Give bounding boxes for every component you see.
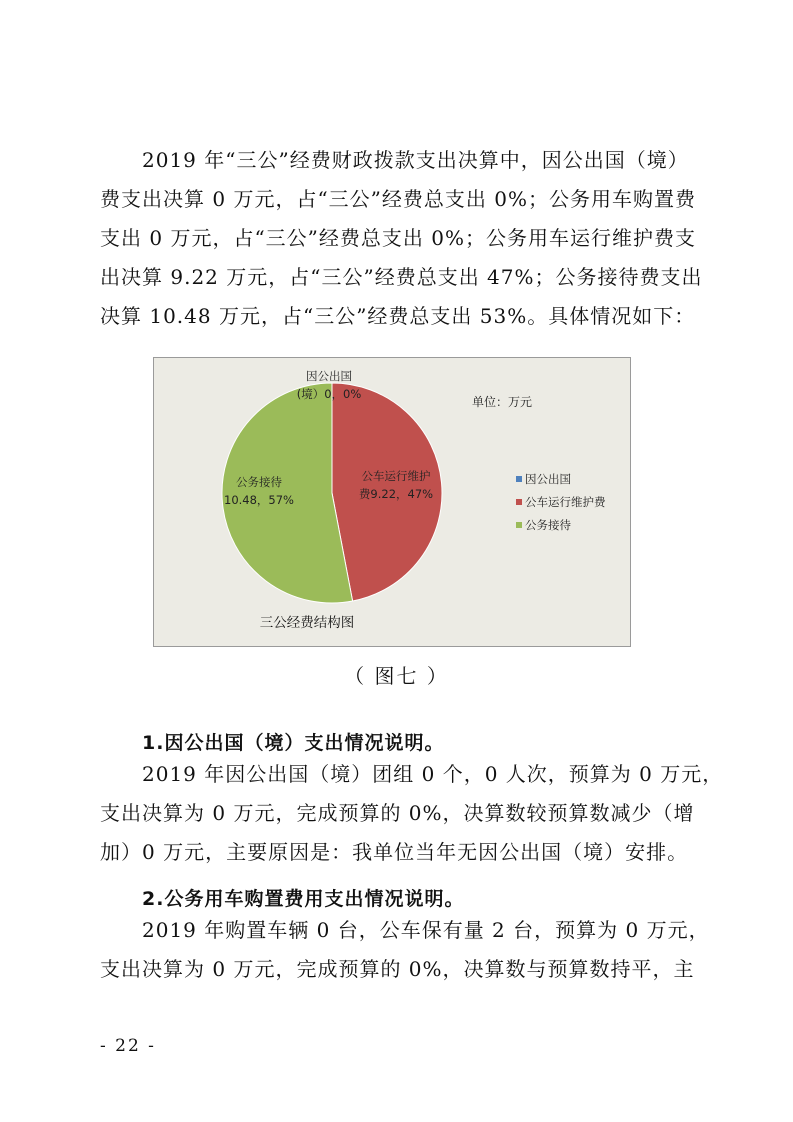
section1-line: 2019 年因公出国（境）团组 0 个，0 人次，预算为 0 万元， — [142, 762, 724, 786]
legend-swatch-vehicle — [516, 499, 522, 505]
intro-line: 费支出决算 0 万元，占“三公”经费总支出 0%；公务用车购置费 — [100, 187, 696, 211]
slice-label-reception-line2: 10.48，57% — [224, 493, 294, 507]
section2-paragraph — [100, 911, 710, 989]
pie-chart — [154, 358, 630, 646]
legend-label-vehicle: 公车运行维护费 — [525, 495, 606, 509]
page-number: - 22 - — [100, 1036, 156, 1056]
section1-paragraph — [100, 755, 724, 872]
legend-swatch-overseas — [516, 476, 522, 482]
unit-label: 单位：万元 — [472, 395, 533, 409]
pie-chart-panel — [153, 357, 631, 647]
slice-label-overseas-line1: 因公出国 — [306, 369, 352, 383]
intro-line: 决算 10.48 万元，占“三公”经费总支出 53%。具体情况如下： — [100, 304, 696, 328]
legend-swatch-reception — [516, 522, 522, 528]
intro-line: 支出 0 万元，占“三公”经费总支出 0%；公务用车运行维护费支 — [100, 226, 696, 250]
legend-label-overseas: 因公出国 — [525, 472, 571, 486]
section1-line: 加）0 万元，主要原因是：我单位当年无因公出国（境）安排。 — [100, 840, 689, 864]
intro-paragraph — [100, 141, 703, 336]
intro-line: 出决算 9.22 万元，占“三公”经费总支出 47%；公务接待费支出 — [100, 265, 703, 289]
slice-label-reception-line1: 公务接待 — [236, 475, 282, 489]
slice-label-vehicle-line2: 费9.22，47% — [358, 487, 434, 501]
legend-label-reception: 公务接待 — [525, 518, 571, 532]
figure-caption: （ 图七 ） — [344, 664, 449, 688]
chart-title: 三公经费结构图 — [259, 615, 355, 631]
slice-label-vehicle-line1: 公车运行维护 — [361, 469, 431, 483]
section1-heading: 1.因公出国（境）支出情况说明。 — [142, 732, 445, 754]
section2-heading: 2.公务用车购置费用支出情况说明。 — [142, 888, 465, 910]
slice-label-overseas-line2: (境）0，0% — [296, 387, 362, 401]
section2-line: 支出决算为 0 万元，完成预算的 0%，决算数与预算数持平，主 — [100, 957, 695, 981]
intro-line: 2019 年“三公”经费财政拨款支出决算中，因公出国（境） — [142, 148, 689, 172]
section1-line: 支出决算为 0 万元，完成预算的 0%，决算数较预算数减少（增 — [100, 801, 695, 825]
section2-line: 2019 年购置车辆 0 台，公车保有量 2 台，预算为 0 万元， — [142, 918, 710, 942]
